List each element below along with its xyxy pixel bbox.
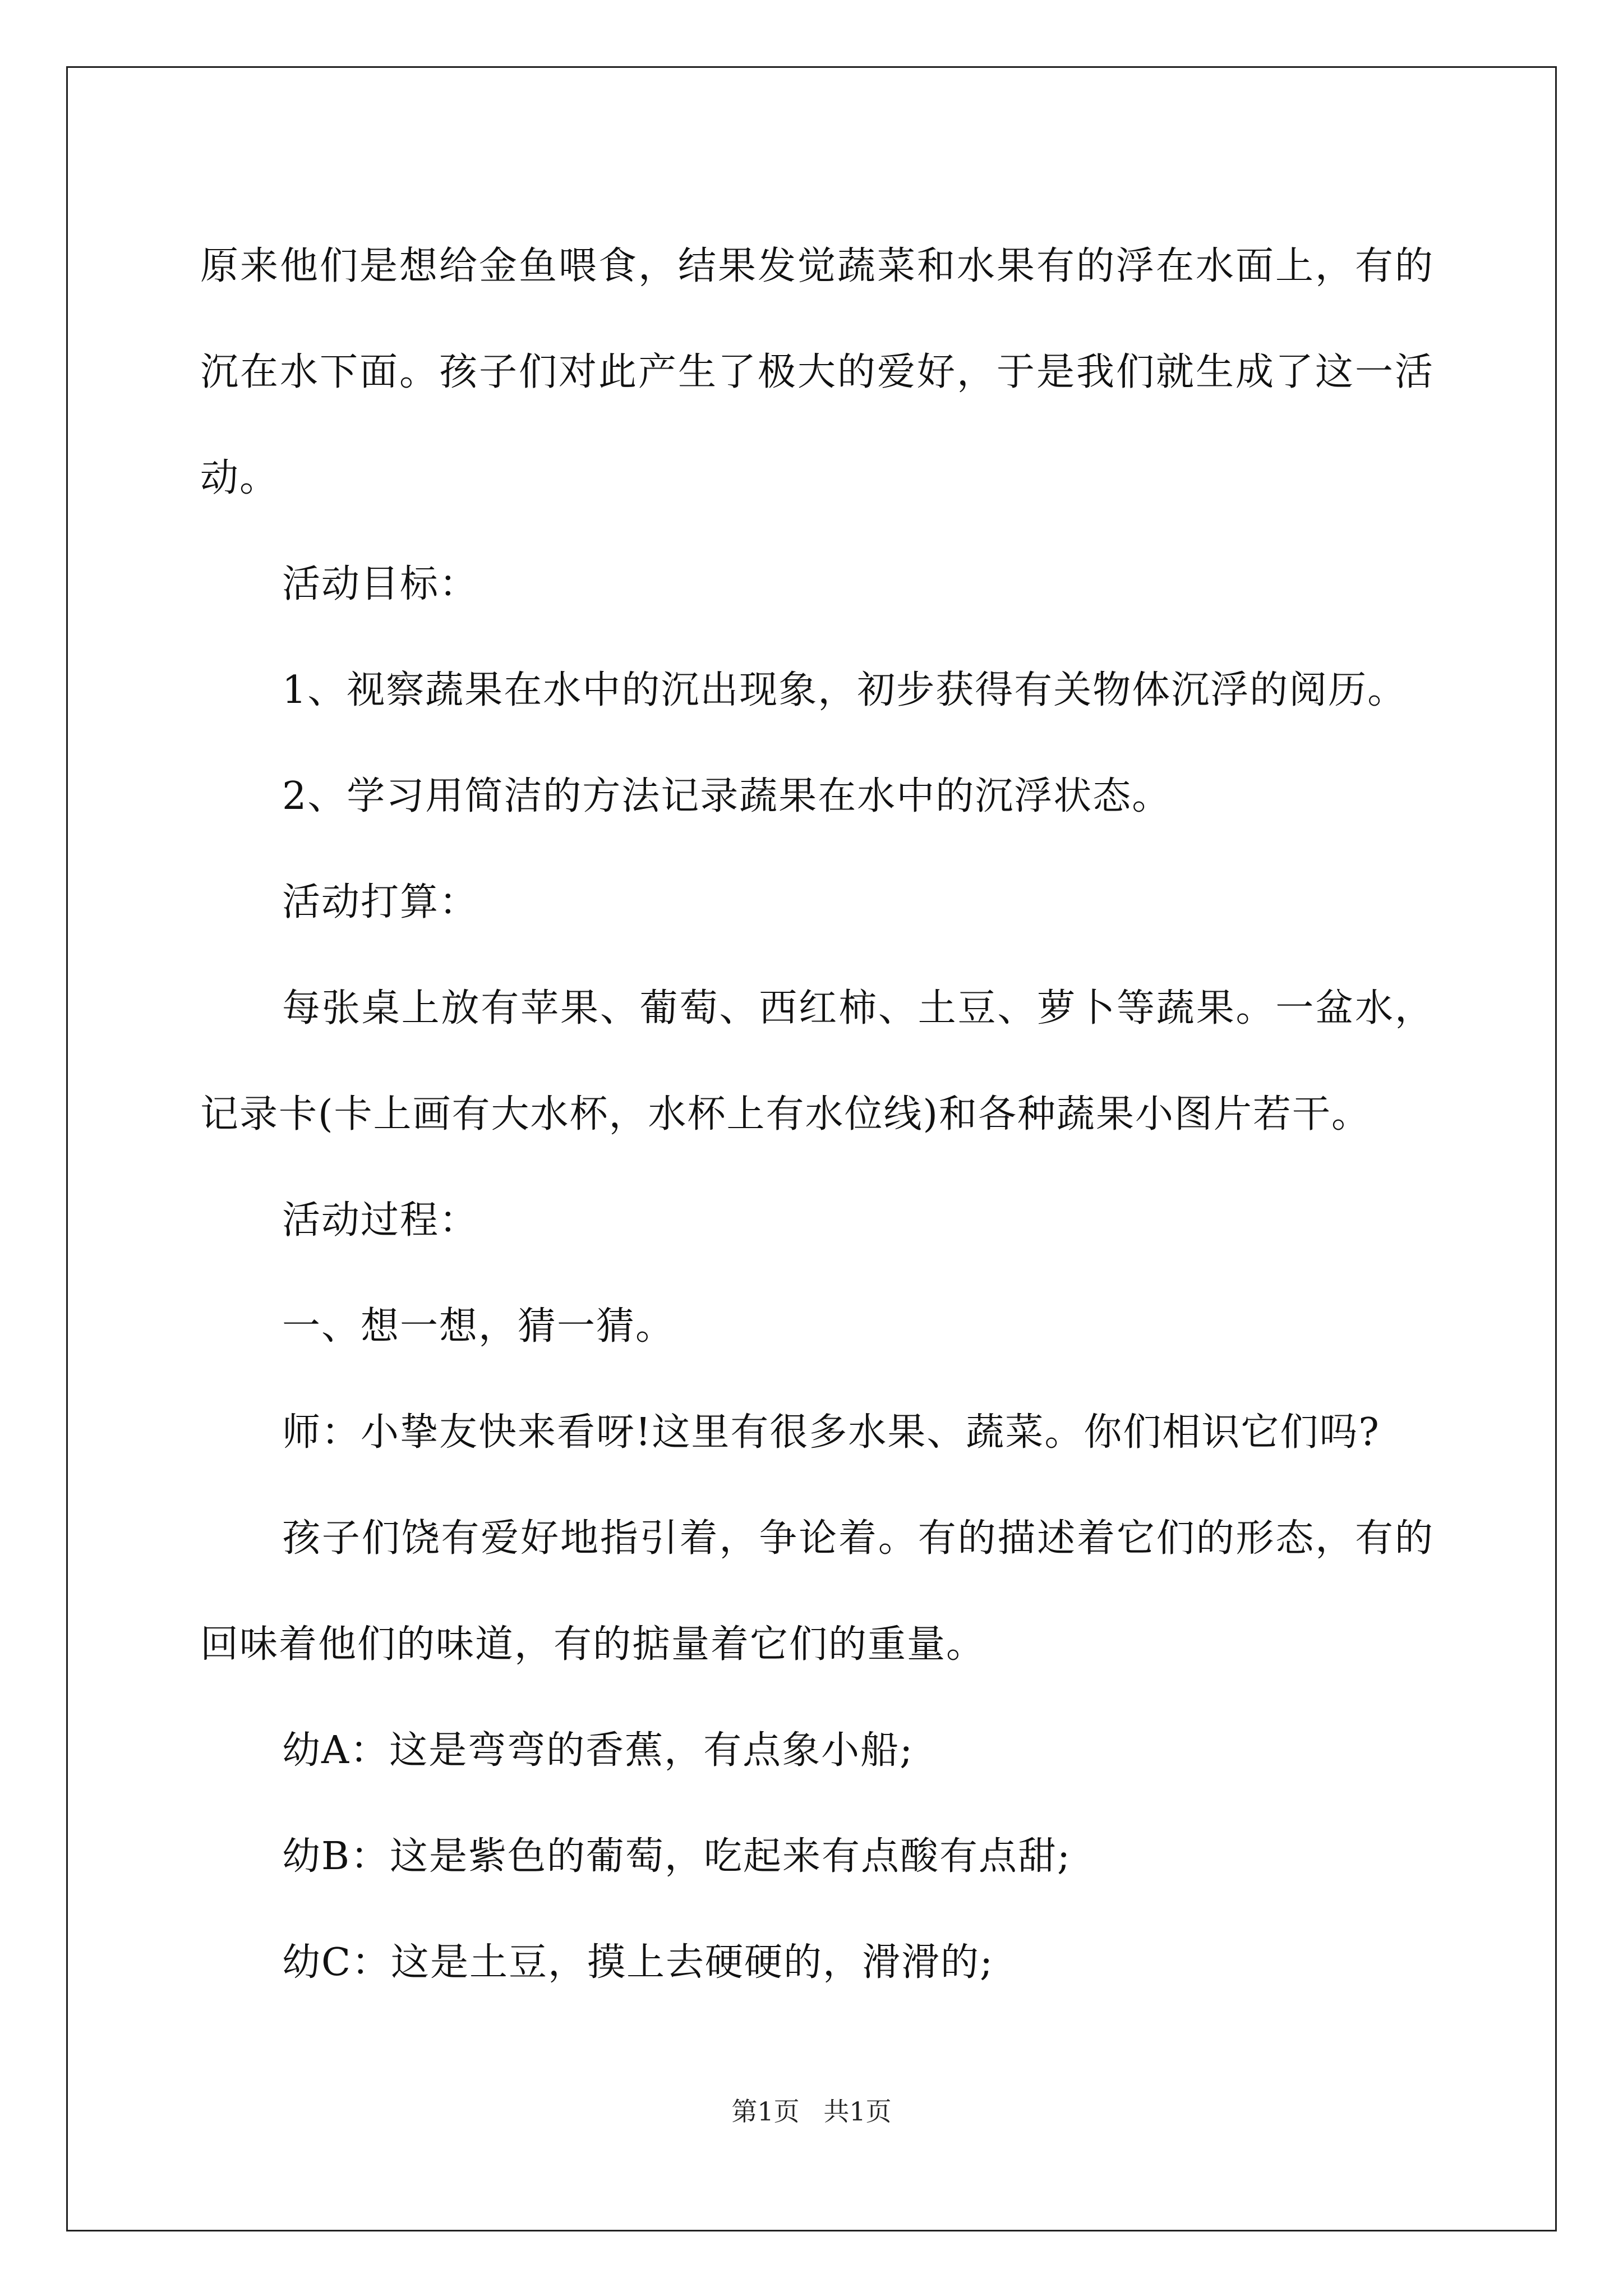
page-footer (0, 2091, 1623, 2128)
goal-item-1: 1、视察蔬果在水中的沉出现象，初步获得有关物体沉浮的阅历。 (282, 668, 1407, 712)
paragraph-preparation: 每张桌上放有苹果、葡萄、西红柿、土豆、萝卜等蔬果。一盆水，记录卡(卡上画有大水杯，水杯上有水位线)和各种蔬果小图片若干。 (200, 986, 1434, 1137)
heading-preparation: 活动打算： (282, 880, 479, 924)
dialog-child-b: 幼B：这是紫色的葡萄，吃起来有点酸有点甜; (282, 1834, 1071, 1879)
dialog-child-c: 幼C：这是土豆，摸上去硬硬的，滑滑的; (282, 1940, 994, 1985)
goal-item-2: 2、学习用简洁的方法记录蔬果在水中的沉浮状态。 (282, 774, 1172, 818)
heading-goals: 活动目标： (282, 562, 479, 606)
paragraph-intro: 原来他们是想给金鱼喂食，结果发觉蔬菜和水果有的浮在水面上，有的沉在水下面。孩子们对此产生了极大的爱好，于是我们就生成了这一活动。 (200, 244, 1434, 500)
page-number: 第1页 (731, 2096, 800, 2127)
dialog-child-a: 幼A：这是弯弯的香蕉，有点象小船; (282, 1728, 914, 1773)
document-body (200, 213, 1434, 2016)
paragraph-children: 孩子们饶有爱好地指引着，争论着。有的描述着它们的形态，有的回味着他们的味道，有的掂量着它们的重量。 (200, 1516, 1434, 1667)
page-total: 共1页 (823, 2096, 892, 2127)
process-step-1: 一、想一想，猜一猜。 (282, 1304, 675, 1349)
dialog-teacher: 师：小挚友快来看呀!这里有很多水果、蔬菜。你们相识它们吗? (282, 1410, 1380, 1455)
heading-process: 活动过程： (282, 1198, 479, 1243)
